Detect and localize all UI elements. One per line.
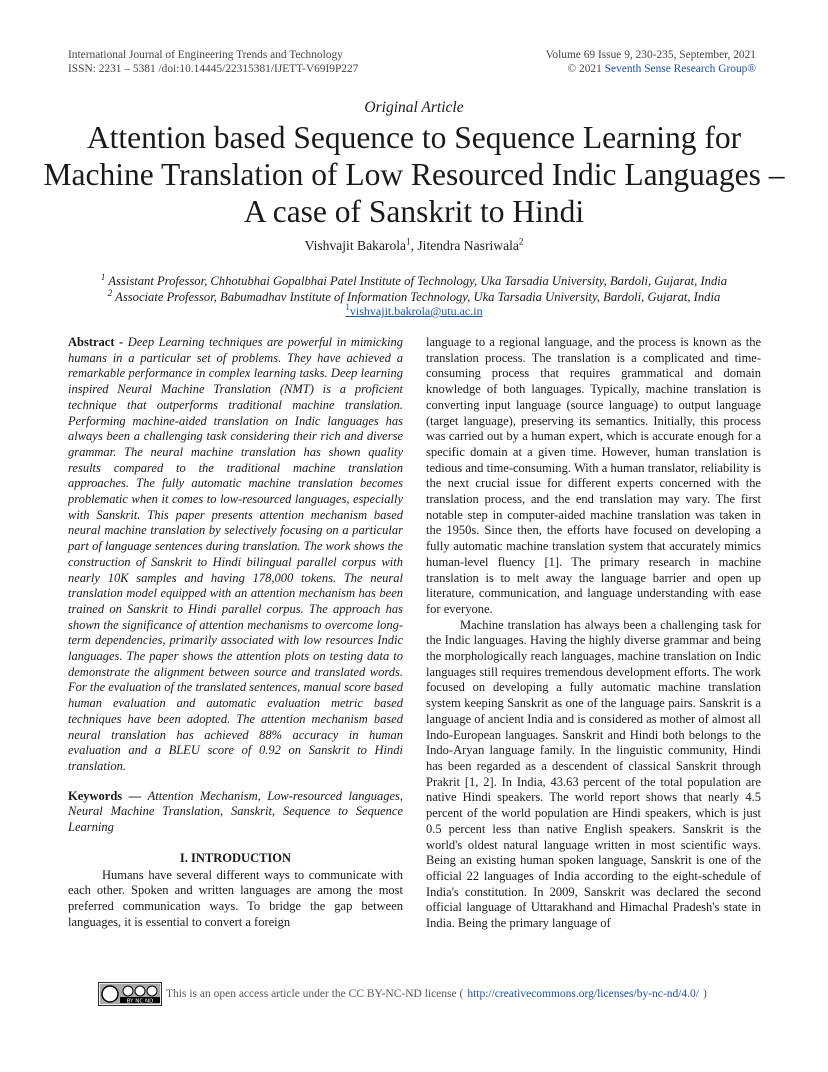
license-text: This is an open access article under the CC BY-NC-ND license ( xyxy=(166,988,464,1000)
email-address[interactable]: vishvajit.bakrola@utu.ac.in xyxy=(349,304,483,318)
affiliation-mark: 1 xyxy=(100,271,106,282)
journal-issn-doi: ISSN: 2231 – 5381 /doi:10.14445/22315381/IJETT-V69I9P227 xyxy=(68,63,359,75)
volume-info: Volume 69 Issue 9, 230-235, September, 2021 xyxy=(545,49,756,61)
keywords xyxy=(68,789,403,836)
author-separator: , xyxy=(410,238,418,253)
author-name: Jitendra Nasriwala xyxy=(417,238,519,253)
abstract-text: Deep Learning techniques are powerful in mimicking humans in a particular set of problems. They have achieved a remarkable performance in complex learning tasks. Deep learning inspired Neural Machine Translation (NMT) is a proficient technique that outperforms traditional machine translation. Performing machine-aided translation on Indic languages has always been a challenging task considering their rich and diverse grammar. The neural machine translation has shown quality results compared to the traditional machine translation approaches. The fully automatic machine translation becomes problematic when it comes to low-resourced languages, especially with Sanskrit. This paper presents attention mechanism based neural machine translation by selectively focusing on a particular part of language sentences during translation. The work shows the construction of Sanskrit to Hindi bilingual parallel corpus with nearly 10K samples and having 178,000 tokens. The neural translation model equipped with an attention mechanism has been trained on Sanskrit to Hindi parallel corpus. The approach has shown the significance of attention mechanisms to overcome long-term dependencies, primarily associated with low resources Indic languages. The paper shows the attention plots on testing data to demonstrate the alignment between source and translated words. For the evaluation of the translated sentences, manual score based human evaluation and automatic evaluation metric based techniques have been adopted. The attention mechanism based neural translation has achieved 88% accuracy in human evaluation and a BLEU score of 0.92 on Sanskrit to Hindi translation. xyxy=(68,335,403,773)
abstract-label: Abstract - xyxy=(68,335,128,349)
intro-paragraph-continued: language to a regional language, and the process is known as the translation process. The translation is a complicated and time-consuming process that requires grammatical and domain knowledge of both languages. Typically, machine translation is converting input language (source language) to output language (target language), preserving its semantics. Initially, this process was carried out by a human expert, which is accurate enough for a specific domain at a given time. However, human translation is tedious and time-consuming. With a human translator, reliability is the next crucial issue for different experts concerned with the translation process, and the end translation may vary. The first notable step in computer-aided machine translation was taken in the 1950s. Since then, the efforts have focused on developing a fully automatic machine translation system that accurately mimics human-level fluency [1]. The primary research in machine translation is to melt away the language barrier and open up literature, communication, and language understanding with ease for everyone. xyxy=(426,335,761,616)
cc-badge-text: BY NC ND xyxy=(126,998,154,1004)
affiliation-text: Associate Professor, Babumadhav Institute of Information Technology, Uka Tarsadia University, Bardoli, Gujarat, India xyxy=(112,290,721,304)
email-mark: 1 xyxy=(345,302,350,312)
intro-paragraph: Machine translation has always been a challenging task for the Indic languages. Having the highly diverse grammar and being the morphologically reach languages, machine translation on Indic languages still requires tremendous development efforts. The work focused on developing a fully automatic machine translation system keeping Sanskrit as one of the language pairs. Sanskrit is a language of ancient India and is considered as mother of almost all Indo-European languages. Sanskrit and Hindi both belongs to the Indo-Aryan language family. In the linguistic community, Hindi has been regarded as a descendent of classical Sanskrit through Prakrit [1, 2]. In India, 43.63 percent of the total population are native Hindi speakers. The world report shows that nearly 4.5 percent of the world population are Hindi speakers, which is just 0.5 percent less than native English speakers. Sanskrit is the world's oldest natural language written in most scientific ways. Being an existing human spoken language, Sanskrit is one of the official 22 languages of India according to the eight-schedule of India's constitution. In 2009, Sanskrit was declared the second official language of Uttarakhand and Himachal Pradesh's state in India. Being the primary language of xyxy=(426,617,761,931)
author-name: Vishvajit Bakarola xyxy=(304,238,407,253)
author-affiliation-mark: 1 xyxy=(406,236,411,247)
right-column xyxy=(426,335,761,932)
copyright-text: © 2021 xyxy=(567,63,605,75)
contact-email xyxy=(0,304,828,319)
intro-paragraph: Humans have several different ways to communicate with each other. Spoken and written languages are among the most preferred communication ways. To bridge the gap between languages, it is essential to convert a foreign xyxy=(68,867,403,929)
affiliation-2 xyxy=(50,289,778,305)
affiliation-text: Assistant Professor, Chhotubhai Gopalbhai Patel Institute of Technology, Uka Tarsadia University, Bardoli, Gujarat, India xyxy=(105,274,728,288)
email-link[interactable] xyxy=(345,304,482,318)
article-type: Original Article xyxy=(364,99,464,116)
keywords-text: Attention Mechanism, Low-resourced languages, Neural Machine Translation, Sanskrit, Sequence to Sequence Learning xyxy=(68,788,403,835)
keywords-label: Keywords — xyxy=(68,788,148,803)
journal-header xyxy=(68,48,358,76)
paper-title: Attention based Sequence to Sequence Learning for Machine Translation of Low Resourced Indic Languages – A case of Sanskrit to Hindi xyxy=(43,120,785,229)
copyright-line xyxy=(546,62,756,76)
left-column xyxy=(68,335,403,930)
publisher-link[interactable]: Seventh Sense Research Group® xyxy=(604,63,756,75)
cc-by-nc-nd-icon xyxy=(100,984,160,1004)
section-heading: I. INTRODUCTION xyxy=(179,850,292,865)
journal-name: International Journal of Engineering Trends and Technology xyxy=(68,49,343,61)
affiliation-mark: 2 xyxy=(107,287,113,298)
volume-header xyxy=(546,48,756,76)
affiliation-1 xyxy=(50,273,778,289)
cc-license-badge-icon[interactable] xyxy=(98,982,162,1006)
license-footer xyxy=(98,982,707,1006)
affiliations xyxy=(50,273,778,305)
license-close: ) xyxy=(702,988,707,1000)
author-list xyxy=(0,238,828,254)
license-link[interactable]: http://creativecommons.org/licenses/by-nc-nd/4.0/ xyxy=(467,988,699,1000)
abstract xyxy=(68,335,403,775)
author-affiliation-mark: 2 xyxy=(518,236,524,247)
